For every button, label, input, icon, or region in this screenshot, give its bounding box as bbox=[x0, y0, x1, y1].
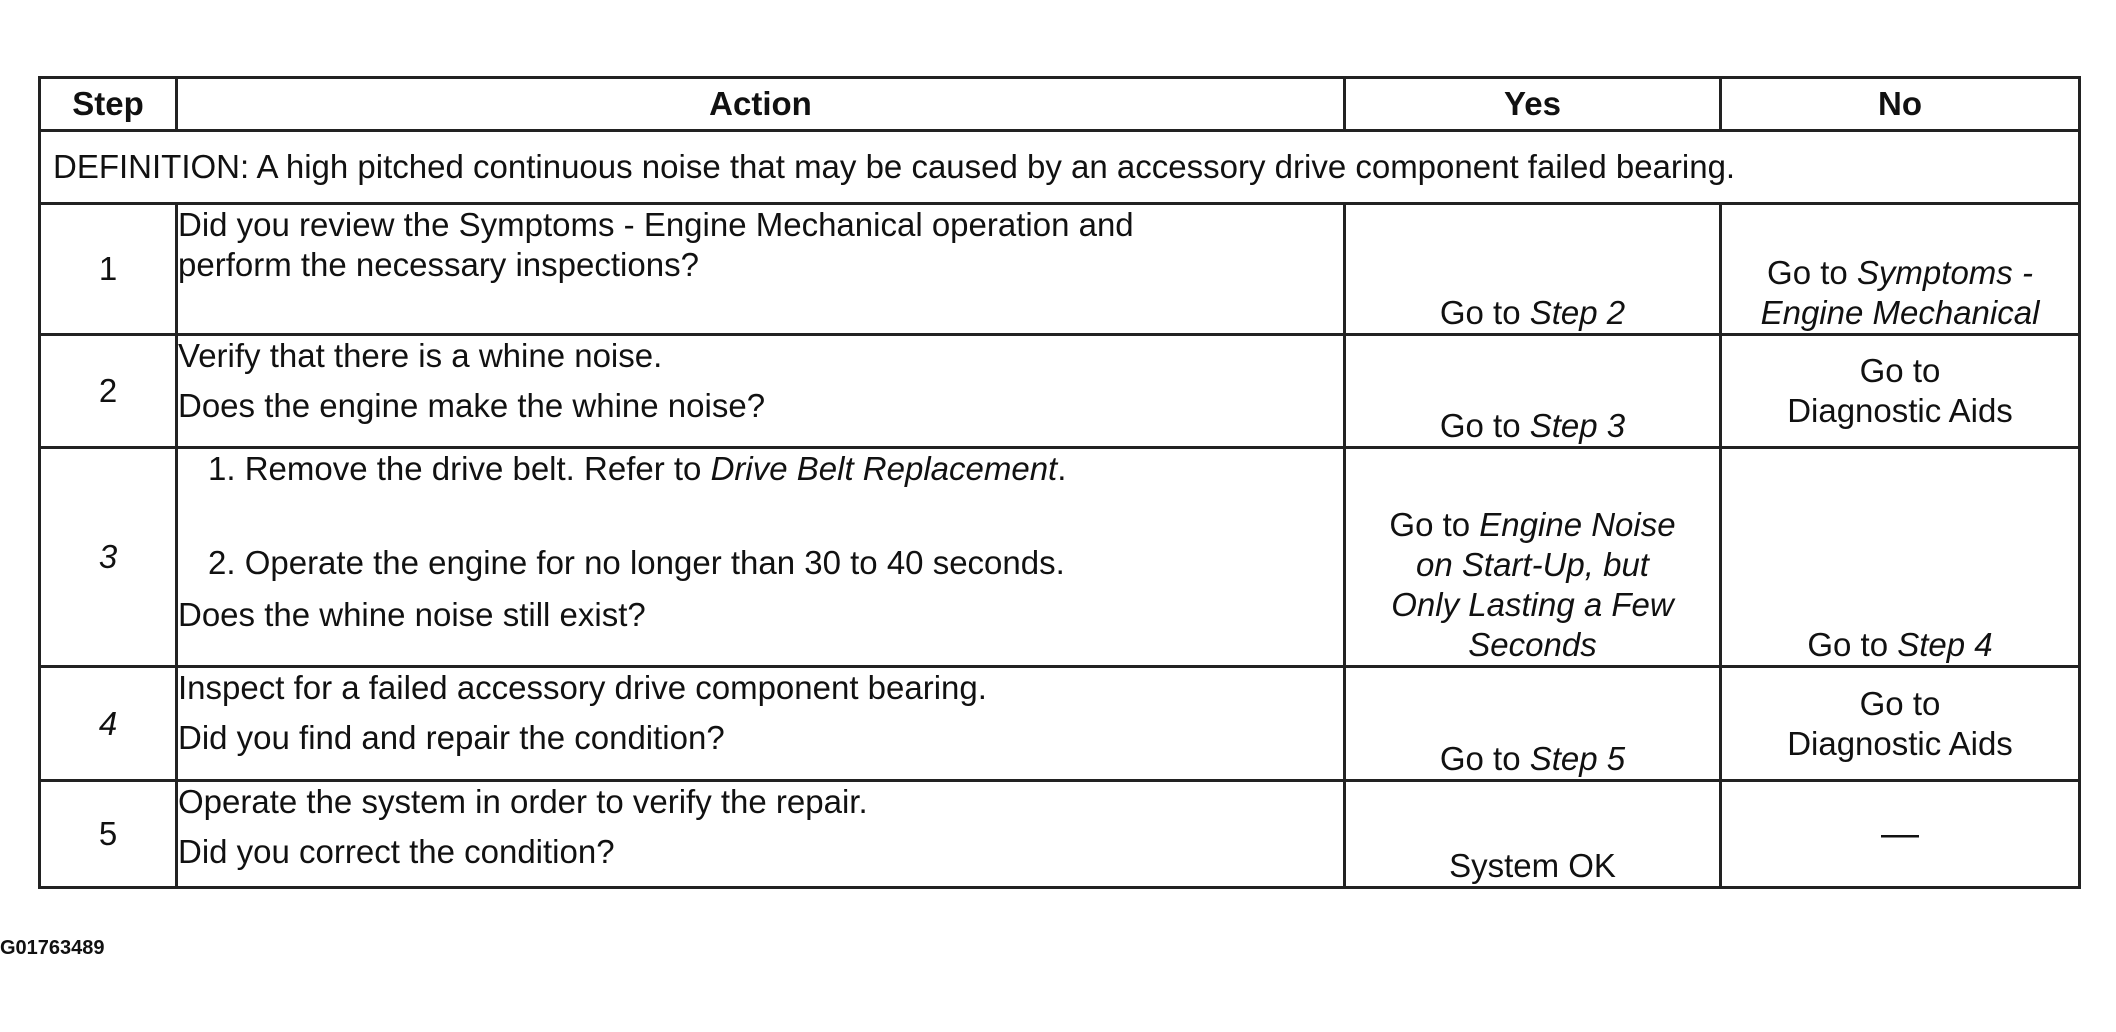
no-dash: — bbox=[1881, 812, 1919, 855]
no-cell bbox=[1721, 204, 2080, 335]
action-question: Does the engine make the whine noise? bbox=[178, 387, 766, 424]
action-cell bbox=[177, 204, 1345, 335]
no-ref-engine-mechanical-link[interactable]: Engine Mechanical bbox=[1760, 294, 2040, 331]
step-number: 3 bbox=[40, 448, 177, 667]
action-text: Verify that there is a whine noise. bbox=[178, 337, 663, 374]
yes-step-link[interactable]: Step 3 bbox=[1529, 407, 1626, 444]
action-question: Does the whine noise still exist? bbox=[178, 596, 646, 633]
yes-prefix: Go to bbox=[1439, 740, 1530, 777]
step-number: 5 bbox=[40, 781, 177, 888]
action-cell bbox=[177, 781, 1345, 888]
yes-prefix: Go to bbox=[1389, 506, 1480, 543]
table-row bbox=[40, 781, 2080, 888]
yes-step-link[interactable]: Step 2 bbox=[1529, 294, 1626, 331]
header-action: Action bbox=[177, 78, 1345, 131]
action-cell bbox=[177, 448, 1345, 667]
action-cell bbox=[177, 335, 1345, 448]
yes-step-link[interactable]: Step 5 bbox=[1529, 740, 1626, 777]
action-text: perform the necessary inspections? bbox=[178, 246, 699, 283]
step-number: 4 bbox=[40, 667, 177, 781]
engine-noise-link-line2[interactable]: on Start-Up, but bbox=[1416, 546, 1649, 583]
action-question: Did you correct the condition? bbox=[178, 833, 615, 870]
table-row bbox=[40, 204, 2080, 335]
yes-cell bbox=[1345, 448, 1721, 667]
no-cell bbox=[1721, 335, 2080, 448]
action-text: Inspect for a failed accessory drive component bearing. bbox=[178, 669, 987, 706]
action-question: Did you find and repair the condition? bbox=[178, 719, 725, 756]
engine-noise-link-line3[interactable]: Only Lasting a Few bbox=[1391, 586, 1674, 623]
engine-noise-link[interactable]: Engine Noise bbox=[1479, 506, 1676, 543]
definition-row bbox=[40, 131, 2080, 204]
step-number: 2 bbox=[40, 335, 177, 448]
yes-cell bbox=[1345, 667, 1721, 781]
no-diagnostic-aids-link[interactable]: Diagnostic Aids bbox=[1787, 392, 2013, 429]
action-item-1-text: 1. Remove the drive belt. Refer to bbox=[208, 450, 711, 487]
table-header-row bbox=[40, 78, 2080, 131]
no-cell bbox=[1721, 448, 2080, 667]
no-cell bbox=[1721, 781, 2080, 888]
no-diagnostic-aids-link[interactable]: Diagnostic Aids bbox=[1787, 724, 2013, 762]
yes-cell bbox=[1345, 204, 1721, 335]
action-text: Did you review the Symptoms - Engine Mechanical operation and bbox=[178, 206, 1134, 243]
header-step: Step bbox=[40, 78, 177, 131]
definition-text: DEFINITION: A high pitched continuous noise that may be caused by an accessory drive component failed bearing. bbox=[40, 131, 2080, 204]
no-text: Go to bbox=[1859, 684, 1941, 722]
header-yes: Yes bbox=[1345, 78, 1721, 131]
action-text: Operate the system in order to verify the repair. bbox=[178, 783, 868, 820]
no-step-link[interactable]: Step 4 bbox=[1897, 626, 1993, 663]
yes-prefix: Go to bbox=[1439, 294, 1530, 331]
diagnostic-table bbox=[38, 76, 2081, 889]
system-ok-text: System OK bbox=[1449, 847, 1616, 884]
engine-noise-link-line4[interactable]: Seconds bbox=[1468, 626, 1597, 663]
no-prefix: Go to bbox=[1767, 254, 1857, 291]
table-row bbox=[40, 667, 2080, 781]
table-row bbox=[40, 335, 2080, 448]
action-item-2: 2. Operate the engine for no longer than 30 to 40 seconds. bbox=[208, 544, 1065, 581]
header-no: No bbox=[1721, 78, 2080, 131]
step-number: 1 bbox=[40, 204, 177, 335]
yes-cell bbox=[1345, 781, 1721, 888]
diagnostic-table-container bbox=[38, 76, 2078, 889]
action-item-1-suffix: . bbox=[1057, 450, 1067, 487]
no-text: Go to bbox=[1859, 352, 1941, 389]
figure-id: G01763489 bbox=[0, 937, 105, 959]
yes-prefix: Go to bbox=[1439, 407, 1530, 444]
no-prefix: Go to bbox=[1807, 626, 1898, 663]
drive-belt-replacement-link[interactable]: Drive Belt Replacement bbox=[710, 450, 1058, 487]
no-ref-symptoms-link[interactable]: Symptoms - bbox=[1856, 254, 2033, 291]
yes-cell bbox=[1345, 335, 1721, 448]
action-cell bbox=[177, 667, 1345, 781]
table-row bbox=[40, 448, 2080, 667]
no-cell bbox=[1721, 667, 2080, 781]
action-item-1 bbox=[178, 449, 1343, 489]
